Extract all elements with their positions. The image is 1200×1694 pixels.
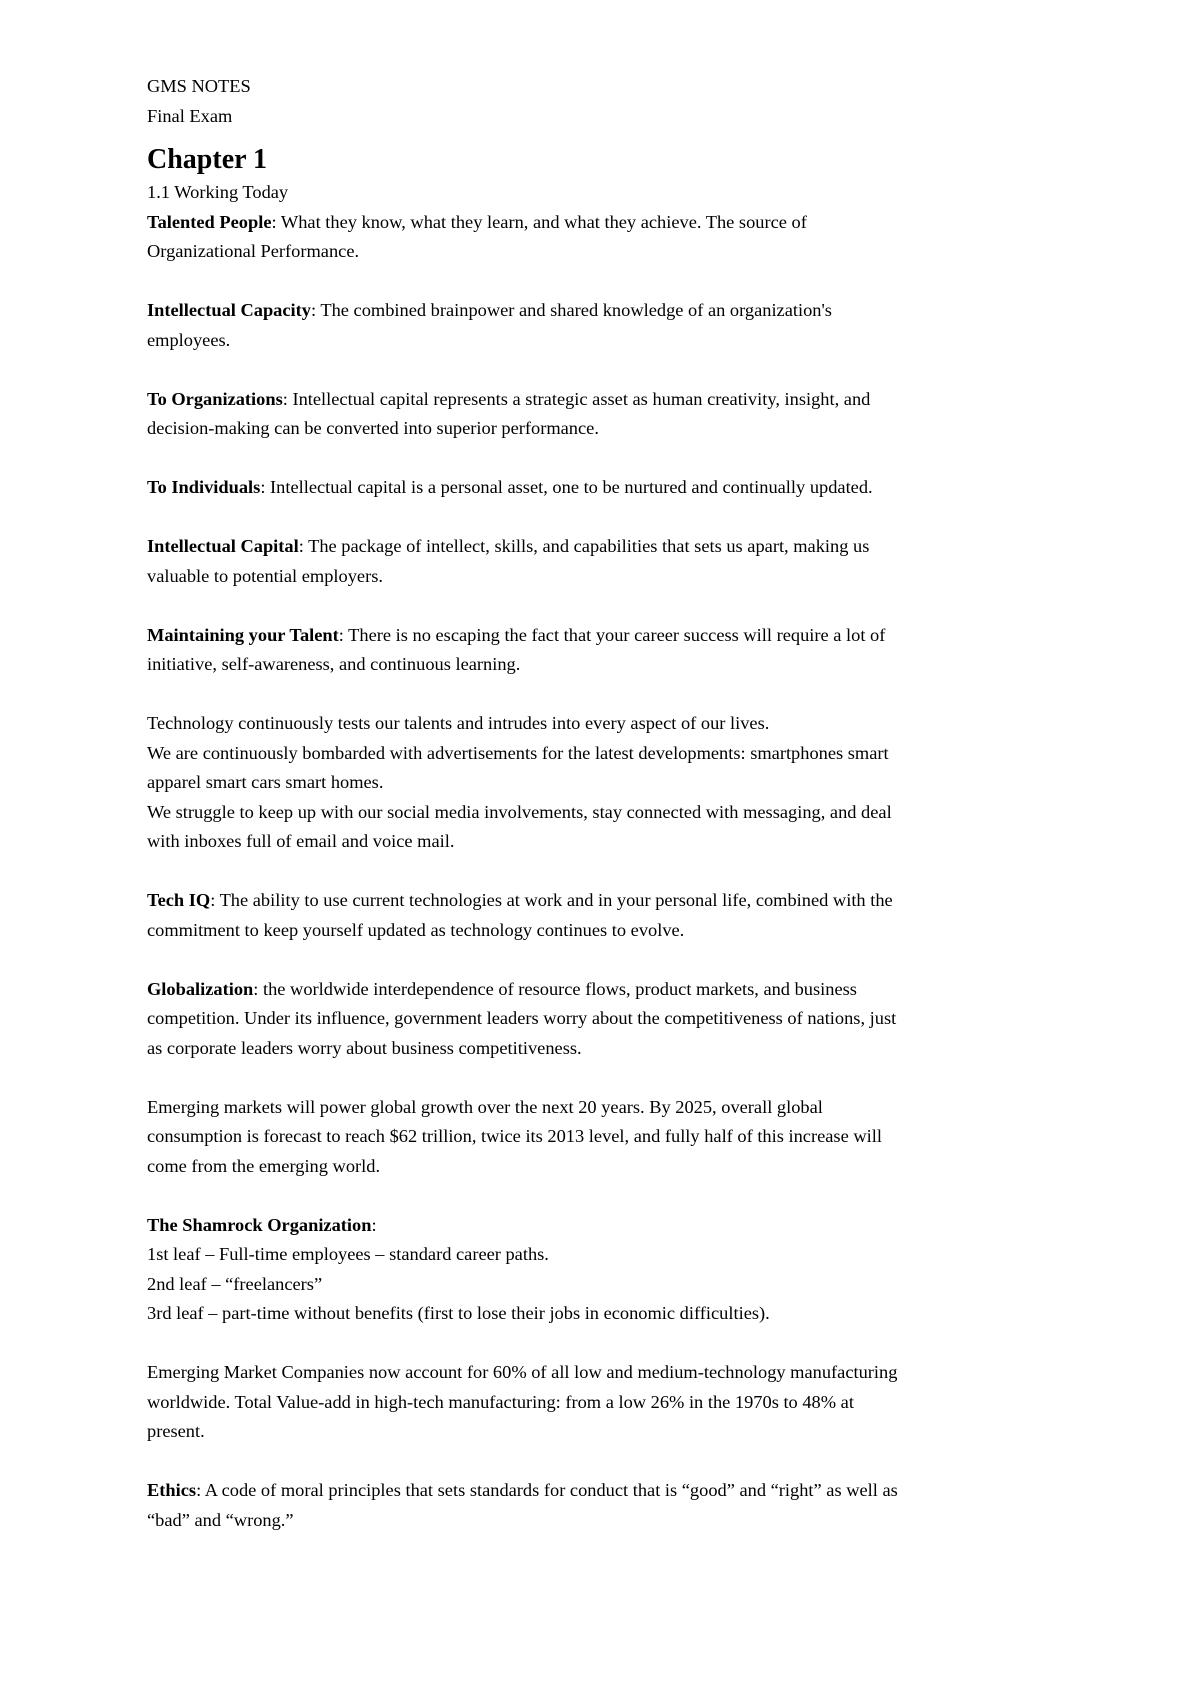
shamrock-leaf-1: 1st leaf – Full-time employees – standard career paths. bbox=[147, 1244, 549, 1264]
to-organizations-paragraph bbox=[147, 385, 1080, 444]
ethics-term: Ethics bbox=[147, 1480, 197, 1500]
emerging-companies-line-2: worldwide. Total Value-add in high-tech manufacturing: from a low 26% in the 1970s to 48% at bbox=[147, 1391, 854, 1412]
to-individuals-text-1: : Intellectual capital is a personal asset, one to be nurtured and continually updated. bbox=[260, 477, 873, 497]
tech-iq-term: Tech IQ bbox=[147, 890, 211, 910]
globalization-line-1 bbox=[147, 975, 1080, 1005]
technology-line-1: Technology continuously tests our talents and intrudes into every aspect of our lives. bbox=[147, 713, 770, 733]
ethics-line-1 bbox=[147, 1476, 1080, 1506]
technology-paragraph bbox=[147, 709, 1080, 857]
ethics-line-2: “bad” and “wrong.” bbox=[147, 1509, 294, 1530]
technology-line-4: We struggle to keep up with our social media involvements, stay connected with messaging, and deal bbox=[147, 801, 892, 822]
globalization-paragraph bbox=[147, 975, 1080, 1064]
talented-people-line-2: Organizational Performance. bbox=[147, 241, 360, 261]
emerging-markets-line-3: come from the emerging world. bbox=[147, 1155, 381, 1176]
section-heading: 1.1 Working Today bbox=[147, 182, 289, 202]
maintaining-talent-text-1: : There is no escaping the fact that your career success will require a lot of bbox=[338, 624, 886, 645]
to-organizations-line-1 bbox=[147, 385, 1080, 415]
tech-iq-text-1: : The ability to use current technologies at work and in your personal life, combined with the bbox=[210, 890, 893, 910]
talented-people-line-1 bbox=[147, 208, 1080, 238]
talented-people-paragraph bbox=[147, 208, 1080, 267]
to-individuals-term: To Individuals bbox=[147, 477, 261, 497]
to-organizations-term: To Organizations bbox=[147, 388, 283, 409]
to-individuals-paragraph bbox=[147, 473, 1080, 503]
maintaining-talent-term: Maintaining your Talent bbox=[147, 624, 339, 645]
course-title: GMS NOTES bbox=[147, 76, 251, 96]
intellectual-capacity-line-1 bbox=[147, 296, 1080, 326]
chapter-heading: Chapter 1 bbox=[147, 144, 268, 175]
talented-people-text-1: : What they know, what they learn, and what they achieve. The source of bbox=[271, 211, 807, 232]
intellectual-capital-line-2: valuable to potential employers. bbox=[147, 565, 383, 586]
emerging-markets-line-1: Emerging markets will power global growth over the next 20 years. By 2025, overall global bbox=[147, 1096, 823, 1117]
tech-iq-line-2: commitment to keep yourself updated as technology continues to evolve. bbox=[147, 919, 685, 940]
shamrock-colon: : bbox=[371, 1214, 377, 1235]
intellectual-capital-term: Intellectual Capital bbox=[147, 536, 299, 556]
to-organizations-text-1: : Intellectual capital represents a strategic asset as human creativity, insight, and bbox=[282, 388, 871, 409]
talented-people-term: Talented People bbox=[147, 211, 272, 232]
intellectual-capacity-paragraph bbox=[147, 296, 1080, 355]
emerging-markets-paragraph bbox=[147, 1093, 1080, 1182]
intellectual-capital-line-1 bbox=[147, 532, 1080, 562]
tech-iq-line-1 bbox=[147, 886, 1080, 916]
intellectual-capacity-text-1: : The combined brainpower and shared knowledge of an organization's bbox=[310, 300, 832, 320]
technology-line-5: with inboxes full of email and voice mail. bbox=[147, 831, 455, 851]
shamrock-term: The Shamrock Organization bbox=[147, 1214, 372, 1235]
emerging-markets-line-2: consumption is forecast to reach $62 trillion, twice its 2013 level, and fully half of this increase will bbox=[147, 1126, 882, 1146]
intellectual-capacity-term: Intellectual Capacity bbox=[147, 300, 311, 320]
ethics-text-1: : A code of moral principles that sets standards for conduct that is “good” and “right” as well as bbox=[196, 1480, 898, 1500]
emerging-companies-line-3: present. bbox=[147, 1421, 205, 1441]
intellectual-capital-paragraph bbox=[147, 532, 1080, 591]
shamrock-paragraph bbox=[147, 1211, 1080, 1329]
shamrock-heading-line bbox=[147, 1211, 1080, 1241]
globalization-term: Globalization bbox=[147, 978, 254, 999]
globalization-text-1: : the worldwide interdependence of resource flows, product markets, and business bbox=[253, 978, 857, 999]
maintaining-talent-line-1 bbox=[147, 621, 1080, 651]
emerging-companies-paragraph bbox=[147, 1358, 1080, 1447]
technology-line-3: apparel smart cars smart homes. bbox=[147, 772, 384, 792]
to-individuals-line-1 bbox=[147, 473, 1080, 503]
shamrock-leaf-3: 3rd leaf – part-time without benefits (first to lose their jobs in economic difficulties). bbox=[147, 1303, 770, 1323]
tech-iq-paragraph bbox=[147, 886, 1080, 945]
technology-line-2: We are continuously bombarded with advertisements for the latest developments: smartphones smart bbox=[147, 742, 889, 763]
exam-title: Final Exam bbox=[147, 105, 233, 126]
shamrock-leaf-2: 2nd leaf – “freelancers” bbox=[147, 1273, 323, 1294]
maintaining-talent-paragraph bbox=[147, 621, 1080, 680]
intellectual-capacity-line-2: employees. bbox=[147, 329, 231, 350]
to-organizations-line-2: decision-making can be converted into superior performance. bbox=[147, 418, 599, 438]
ethics-paragraph bbox=[147, 1476, 1080, 1535]
intellectual-capital-text-1: : The package of intellect, skills, and capabilities that sets us apart, making us bbox=[298, 536, 870, 556]
globalization-line-3: as corporate leaders worry about business competitiveness. bbox=[147, 1037, 582, 1058]
globalization-line-2: competition. Under its influence, government leaders worry about the competitiveness of nations, just bbox=[147, 1008, 897, 1028]
emerging-companies-line-1: Emerging Market Companies now account for 60% of all low and medium-technology manufacturing bbox=[147, 1362, 898, 1382]
maintaining-talent-line-2: initiative, self-awareness, and continuous learning. bbox=[147, 654, 521, 674]
